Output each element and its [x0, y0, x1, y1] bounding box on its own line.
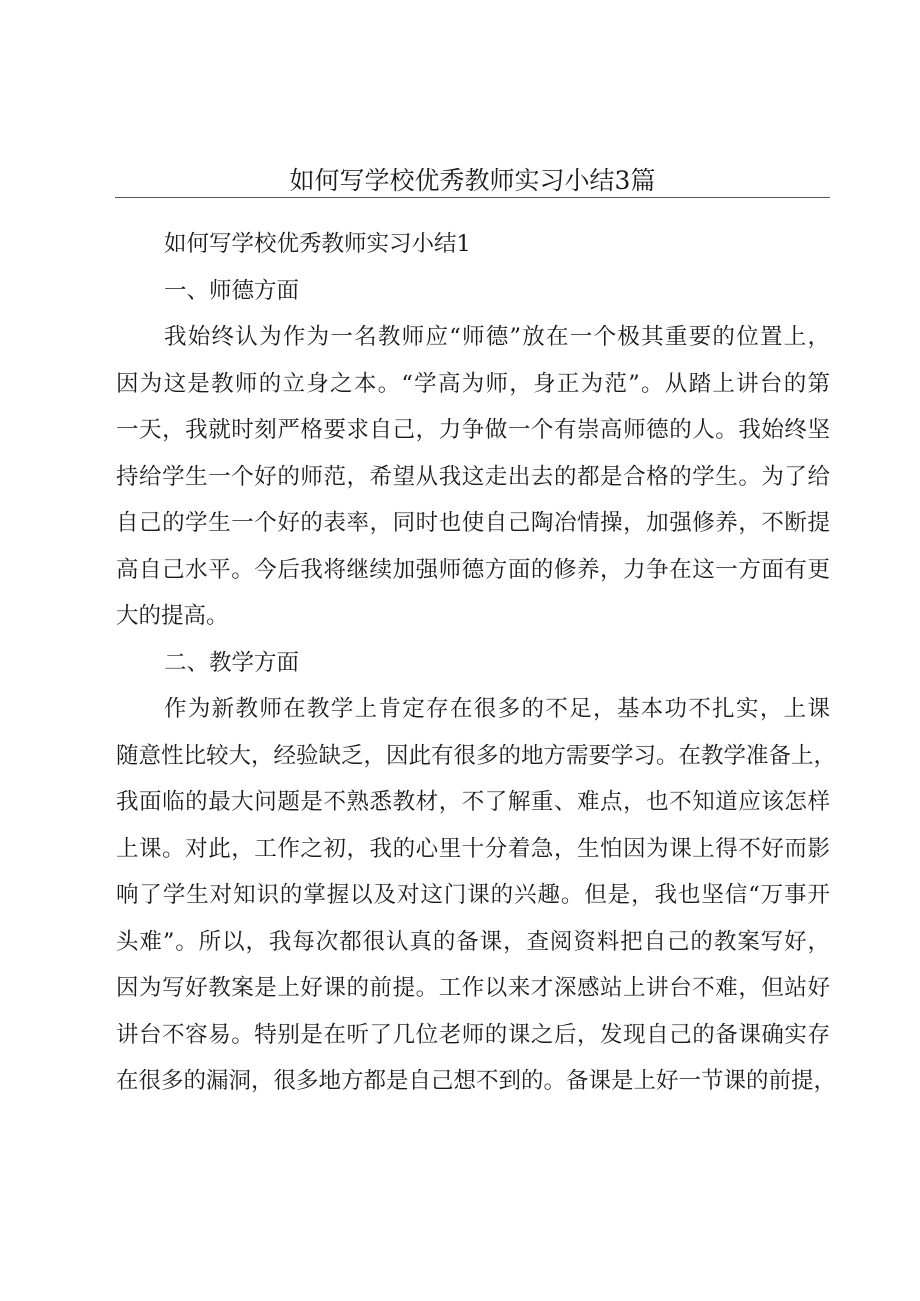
part1-line: 因为这是教师的立身之本。“学高为师，身正为范”。从踏上讲台的第 — [116, 370, 830, 397]
part1-heading: 一、师德方面 — [164, 277, 300, 304]
part1-line: 大的提高。 — [116, 603, 229, 629]
part2-line: 头难”。所以，我每次都很认真的备课，查阅资料把自己的教案写好， — [116, 928, 830, 955]
part2-line: 作为新教师在教学上肯定存在很多的不足，基本功不扎实，上课 — [164, 696, 830, 722]
part1-line: 高自己水平。今后我将继续加强师德方面的修养，力争在这一方面有更 — [116, 556, 830, 583]
part1-line: 一天，我就时刻严格要求自己，力争做一个有崇高师德的人。我始终坚 — [116, 417, 830, 443]
part2-line: 因为写好教案是上好课的前提。工作以来才深感站上讲台不难，但站好 — [116, 975, 830, 1001]
part2-line: 响了学生对知识的掌握以及对这门课的兴趣。但是，我也坚信“万事开 — [116, 882, 830, 908]
document-body — [116, 221, 837, 1105]
part2-line: 上课。对此，工作之初，我的心里十分着急，生怕因为课上得不好而影 — [116, 835, 830, 862]
part2-line: 在很多的漏洞，很多地方都是自己想不到的。备课是上好一节课的前提， — [116, 1068, 837, 1094]
part1-line: 我始终认为作为一名教师应“师德”放在一个极其重要的位置上， — [164, 324, 830, 350]
part2-line: 随意性比较大，经验缺乏，因此有很多的地方需要学习。在教学准备上， — [116, 742, 837, 769]
part1-line: 持给学生一个好的师范，希望从我这走出去的都是合格的学生。为了给 — [116, 463, 830, 490]
part2-line: 讲台不容易。特别是在听了几位老师的课之后，发现自己的备课确实存 — [116, 1021, 830, 1048]
section-heading: 如何写学校优秀教师实习小结1 — [164, 231, 471, 257]
title-underline — [115, 197, 830, 198]
part2-heading: 二、教学方面 — [164, 649, 300, 676]
part1-line: 自己的学生一个好的表率，同时也使自己陶冶情操，加强修养，不断提 — [116, 510, 830, 536]
document-title: 如何写学校优秀教师实习小结3篇 — [289, 166, 656, 195]
part2-line: 我面临的最大问题是不熟悉教材，不了解重、难点，也不知道应该怎样 — [116, 789, 830, 815]
